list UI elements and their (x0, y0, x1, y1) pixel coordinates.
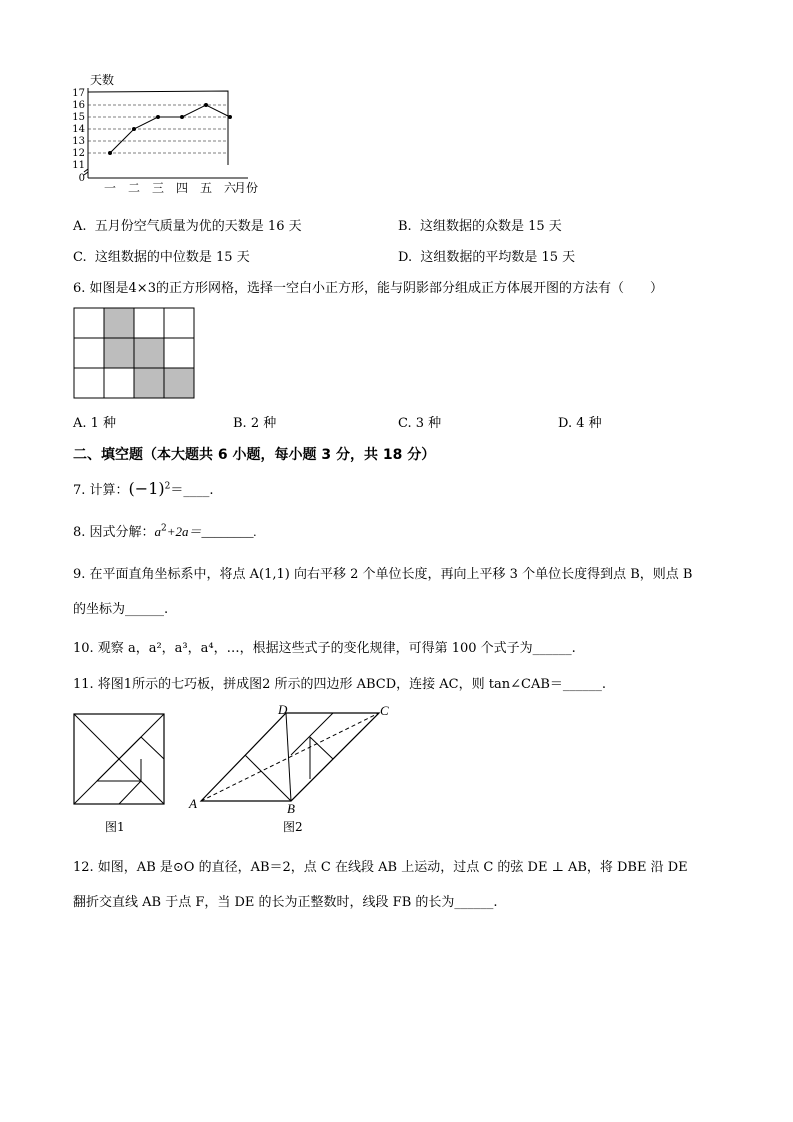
fig2-caption: 图2 (283, 820, 303, 834)
grid-cell-0-3 (164, 308, 194, 338)
q6-option-d: D. 4 种 (558, 416, 602, 431)
data-point-五 (204, 103, 208, 107)
label-a: A (189, 796, 197, 811)
q12-line1: 12. 如图，AB 是⊙O 的直径，AB＝2，点 C 在线段 AB 上运动，过点 C 的弦 DE ⊥ AB，将 DBE 沿 DE (73, 860, 688, 875)
y-tick-17: 17 (72, 88, 85, 99)
section-2-title: 二、填空题（本大题共 6 小题，每小题 3 分，共 18 分） (73, 447, 436, 463)
q9-line2: 的坐标为______. (73, 602, 169, 617)
y-tick-15: 15 (72, 112, 85, 123)
q7: 7. 计算：$(-1)^2=\_\_\_\_$. (73, 479, 214, 498)
grid-cell-1-2 (134, 338, 164, 368)
q12-line2: 翻折交直线 AB 于点 F，当 DE 的长为正整数时，线段 FB 的长为______. (73, 895, 498, 910)
grid-cell-1-3 (164, 338, 194, 368)
q9-line1: 9. 在平面直角坐标系中，将点 A(1,1) 向右平移 2 个单位长度，再向上平移 3 个单位长度得到点 B，则点 B (73, 567, 693, 582)
grid-cell-2-3 (164, 368, 194, 398)
tangram-figure-2 (195, 705, 395, 815)
grid-cell-2-2 (134, 368, 164, 398)
q11: 11. 将图1所示的七巧板，拼成图2 所示的四边形 ABCD，连接 AC，则 tan∠CAB＝______. (73, 677, 607, 692)
q6-option-c: C. 3 种 (398, 416, 442, 431)
label-c: C (380, 703, 389, 718)
grid-cell-1-0 (74, 338, 104, 368)
q5-option-a: A. 五月份空气质量为优的天数是 16 天 (73, 219, 302, 234)
label-b: B (287, 801, 295, 816)
y-tick-13: 13 (72, 136, 85, 147)
tangram-figure-1 (73, 713, 165, 805)
x-tick-0: 一 (103, 181, 117, 195)
y-tick-11: 11 (72, 160, 85, 171)
q6-text: 6. 如图是4×3的正方形网格，选择一空白小正方形，能与阴影部分组成正方体展开图的方法有（ ） (73, 281, 663, 296)
q6-option-b: B. 2 种 (233, 416, 277, 431)
data-point-二 (132, 127, 136, 131)
line-chart (70, 72, 270, 202)
q6-grid (73, 307, 195, 399)
y-tick-16: 16 (72, 100, 85, 111)
grid-cell-0-0 (74, 308, 104, 338)
data-point-六 (228, 115, 232, 119)
grid-cell-1-1 (104, 338, 134, 368)
fig1-caption: 图1 (105, 820, 125, 834)
grid-cell-0-2 (134, 308, 164, 338)
x-tick-3: 四 (175, 181, 189, 195)
q5-option-d: D. 这组数据的平均数是 15 天 (398, 250, 576, 265)
q10: 10. 观察 a，a²，a³，a⁴，…，根据这些式子的变化规律，可得第 100 个式子为______. (73, 641, 576, 656)
q8: 8. 因式分解：$a^2+2a=\_\_\_\_\_\_\_\_$. (73, 523, 257, 540)
grid-cell-0-1 (104, 308, 134, 338)
q5-option-c: C. 这组数据的中位数是 15 天 (73, 250, 250, 265)
x-tick-2: 三 (151, 181, 165, 195)
grid-cell-2-1 (104, 368, 134, 398)
x-tick-4: 五 (199, 181, 213, 195)
grid-cell-2-0 (74, 368, 104, 398)
y-axis-label: 天数 (90, 73, 115, 87)
data-point-三 (156, 115, 160, 119)
data-point-一 (108, 151, 112, 155)
x-axis-label: 月份 (234, 181, 259, 195)
q5-option-b: B. 这组数据的众数是 15 天 (398, 219, 562, 234)
y-tick-14: 14 (72, 124, 85, 135)
x-tick-1: 二 (127, 181, 141, 195)
label-d: D (278, 702, 288, 717)
x-tick-5: 六 (223, 181, 237, 195)
y-tick-0: 0 (78, 173, 85, 184)
data-point-四 (180, 115, 184, 119)
y-tick-12: 12 (72, 148, 85, 159)
q6-option-a: A. 1 种 (73, 416, 117, 431)
